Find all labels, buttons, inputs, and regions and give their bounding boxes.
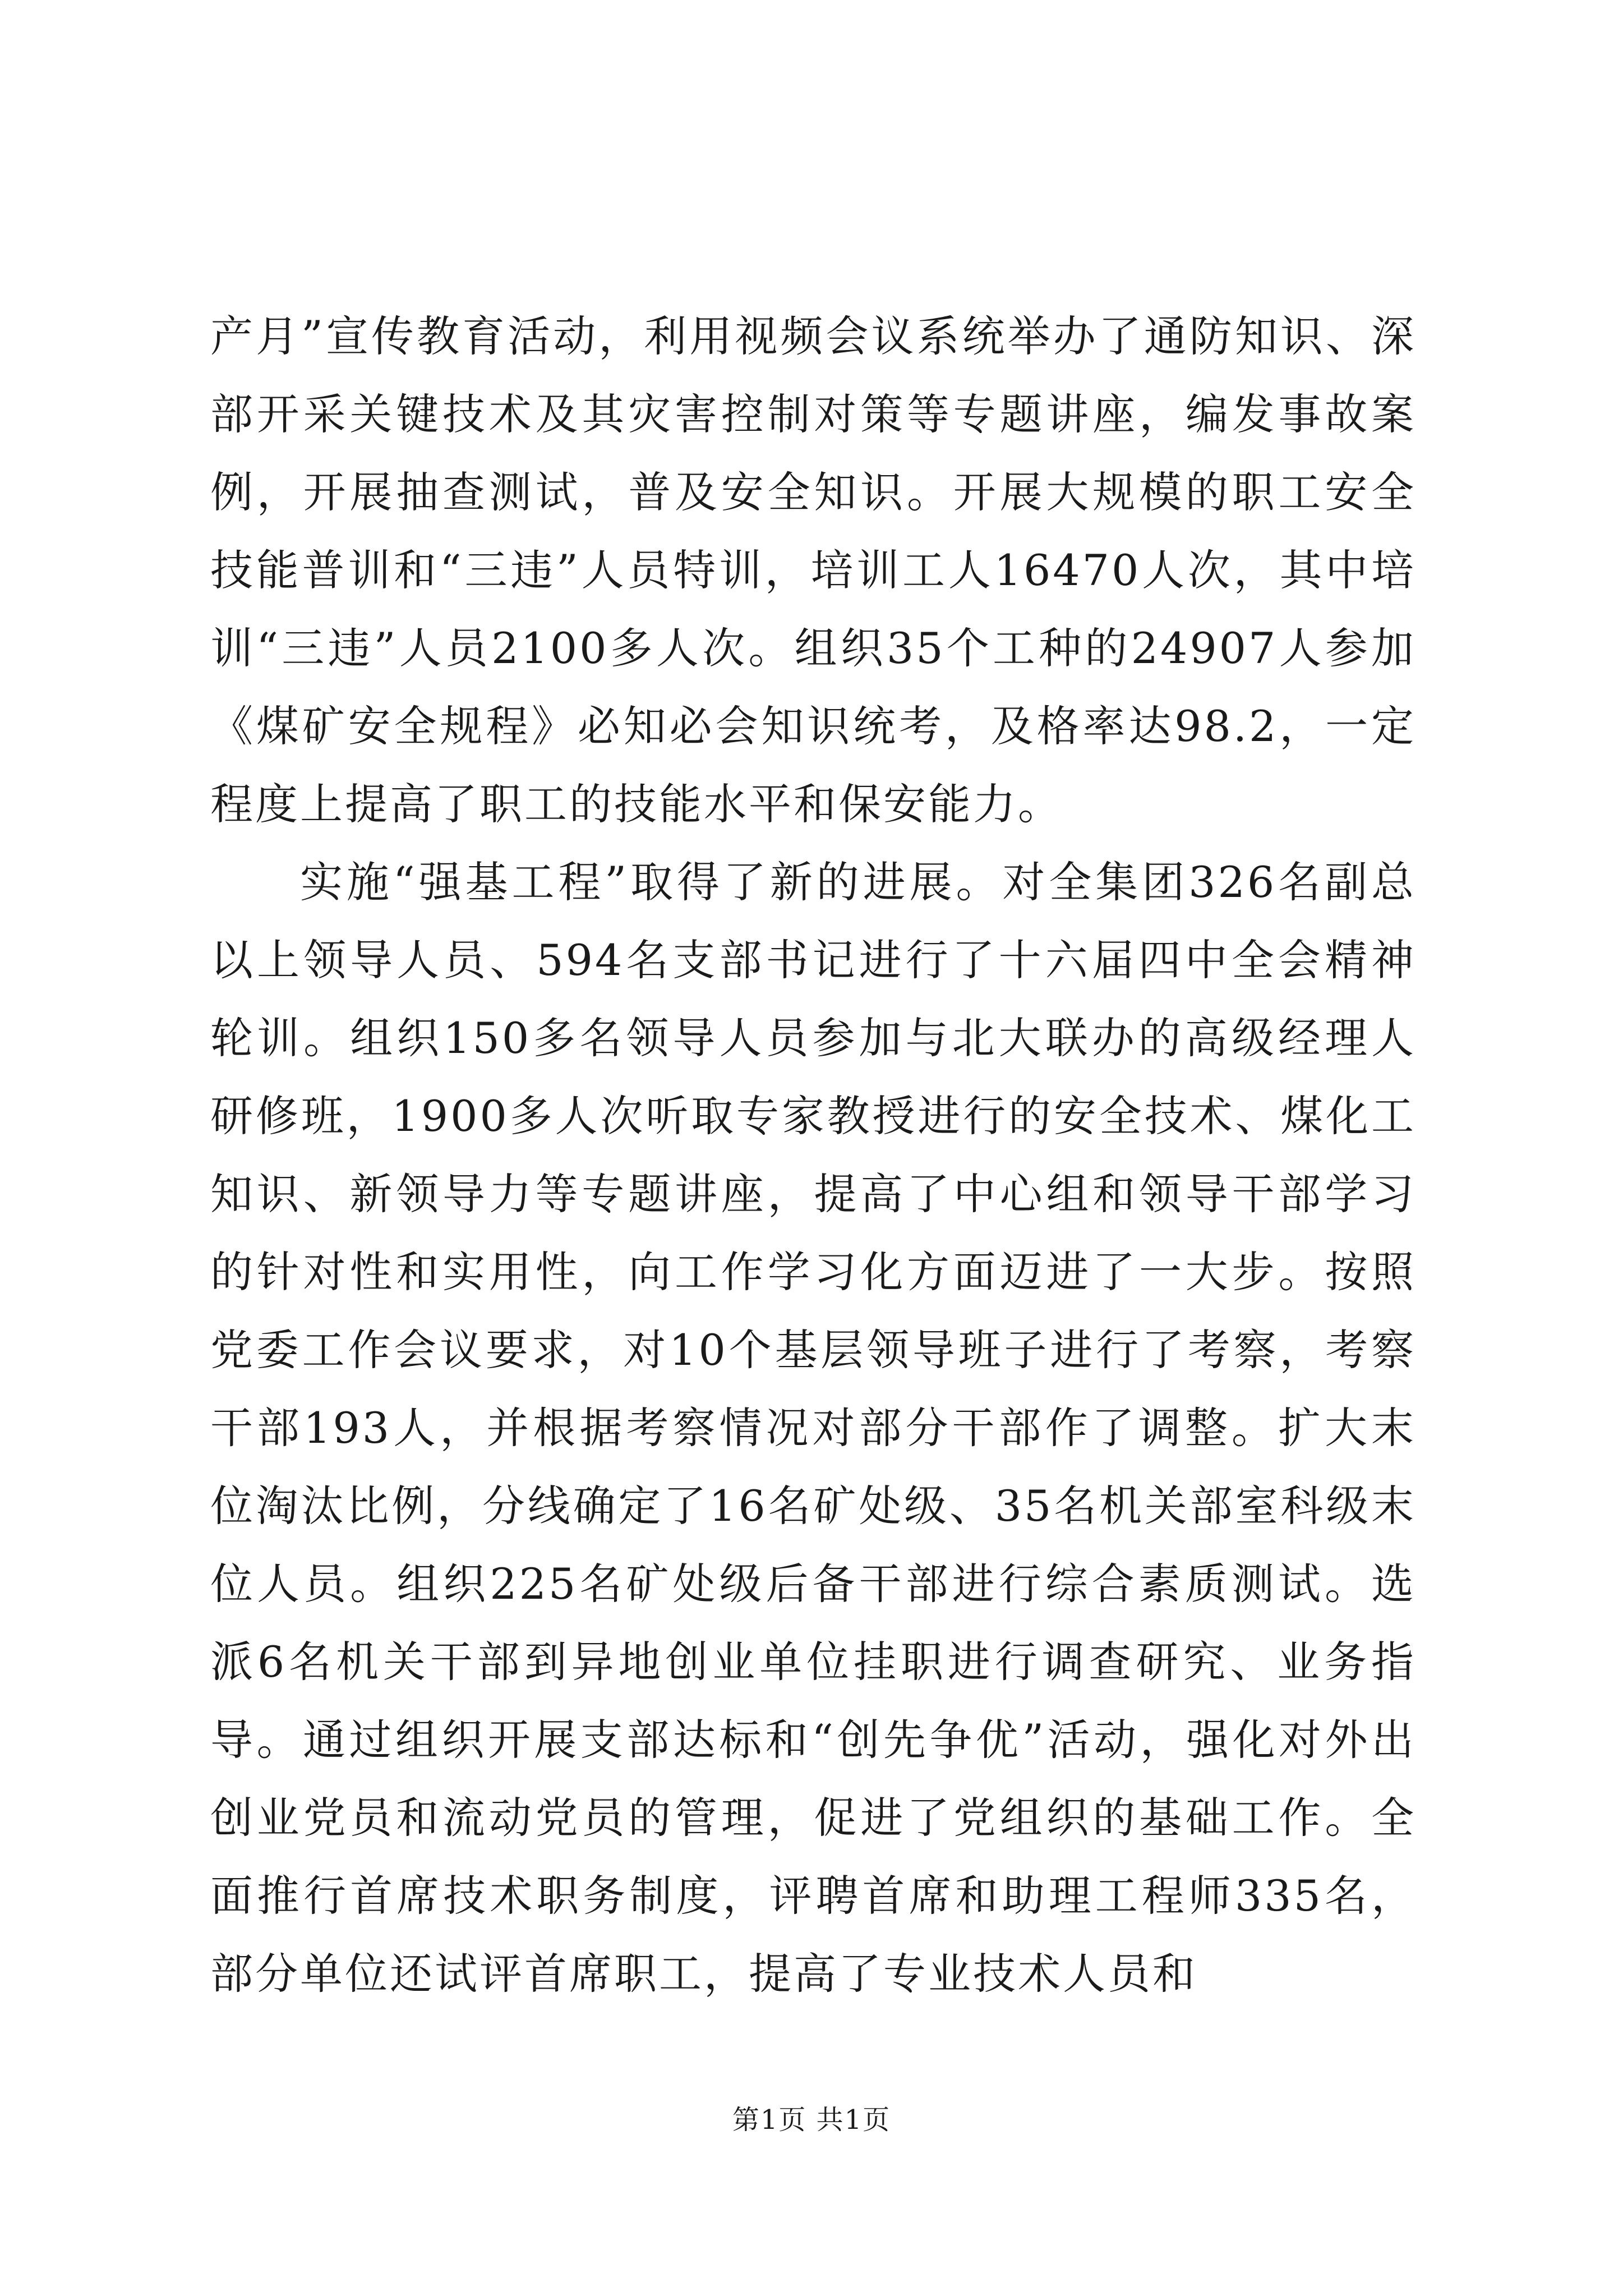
document-body — [210, 297, 1416, 2013]
paragraph-1: 产月”宣传教育活动，利用视频会议系统举办了通防知识、深部开采关键技术及其灾害控制对策等专题讲座，编发事故案例，开展抽查测试，普及安全知识。开展大规模的职工安全技能普训和“三违”人员特训，培训工人16470人次，其中培训“三违”人员2100多人次。组织35个工种的24907人参加《煤矿安全规程》必知必会知识统考，及格率达98.2，一定程度上提高了职工的技能水平和保安能力。 — [210, 311, 1416, 829]
page-footer: 第1页 共1页 — [732, 2104, 891, 2136]
paragraph-2: 实施“强基工程”取得了新的进展。对全集团326名副总以上领导人员、594名支部书记进行了十六届四中全会精神轮训。组织150多名领导人员参加与北大联办的高级经理人研修班，1900多人次听取专家教授进行的安全技术、煤化工知识、新领导力等专题讲座，提高了中心组和领导干部学习的针对性和实用性，向工作学习化方面迈进了一大步。按照党委工作会议要求，对10个基层领导班子进行了考察，考察干部193人，并根据考察情况对部分干部作了调整。扩大末位淘汰比例，分线确定了16名矿处级、35名机关部室科级末位人员。组织225名矿处级后备干部进行综合素质测试。选派6名机关干部到异地创业单位挂职进行调查研究、业务指导。通过组织开展支部达标和“创先争优”活动，强化对外出创业党员和流动党员的管理，促进了党组织的基础工作。全面推行首席技术职务制度，评聘首席和助理工程师335名，部分单位还试评首席职工，提高了专业技术人员和 — [210, 857, 1416, 1999]
